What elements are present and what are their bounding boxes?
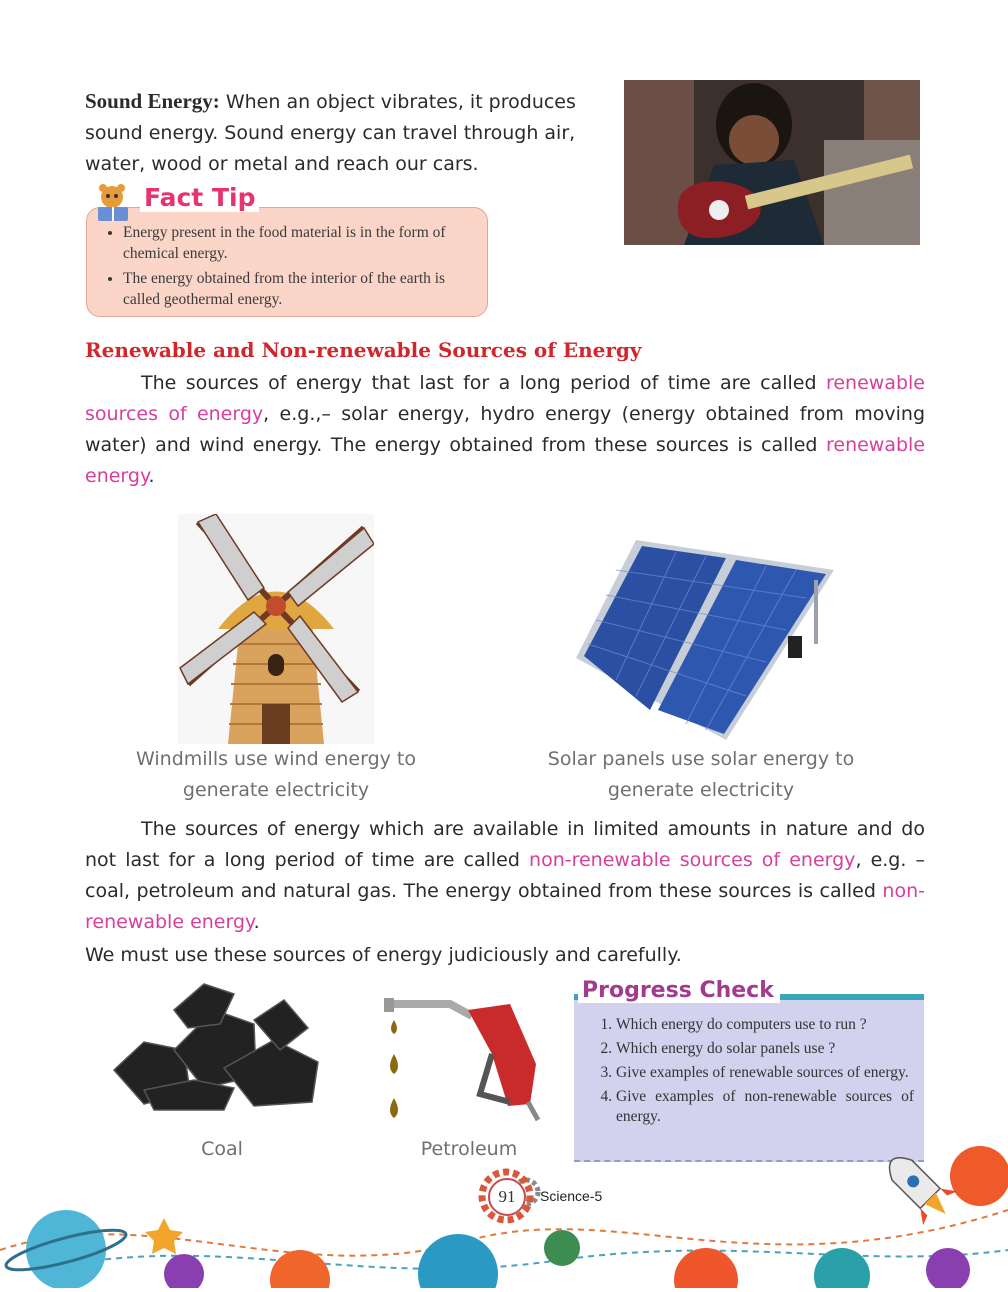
progress-question: 4. Give examples of non-renewable sources of energy. [616,1087,914,1127]
progress-check-box [574,995,924,1162]
fact-tip-item: • Energy present in the food material is in the form of chemical energy. [123,222,477,264]
sound-energy-heading: Sound Energy: [85,89,220,113]
progress-question: 3. Give examples of renewable sources of energy. [616,1063,914,1083]
fact-tip-title: Fact Tip [140,183,259,212]
term-nonrenewable-sources: non-renewable sources of energy [529,849,856,871]
petroleum-nozzle-image [380,994,544,1130]
windmill-caption: Windmills use wind energy to generate electricity [136,748,416,801]
solar-caption: Solar panels use solar energy to generate electricity [547,748,855,801]
petroleum-caption: Petroleum [420,1138,518,1160]
fact-tip-box [86,207,488,317]
mascot-icon [92,183,136,227]
term-nonrenewable-energy: non-renewable energy [85,880,925,933]
nonrenewable-paragraph: The sources of energy which are available in limited amounts in nature and do not last for a long period of time are called non-renewable sources of energy, e.g. – coal, petroleum and natural gas. The energy obtained from these sources is called non-renewable energy. [85,818,925,933]
judicious-use-text: We must use these sources of energy judiciously and carefully. [85,944,682,966]
book-title: Science-5 [540,1188,603,1204]
coal-caption: Coal [201,1138,243,1160]
progress-question: 1. Which energy do computers use to run ? [616,1015,914,1035]
term-renewable-sources: renewable sources of energy [85,372,925,425]
renewable-paragraph: The sources of energy that last for a long period of time are called renewable sources of energy, e.g.,– solar energy, hydro energy (energy obtained from moving water) and wind energy. The energy obtained from these sources is called renewable energy. [85,372,926,487]
section-heading: Renewable and Non-renewable Sources of Energy [85,338,642,362]
page-number: 91 [488,1178,526,1216]
sound-energy-paragraph: Sound Energy: When an object vibrates, it produces sound energy. Sound energy can travel through air, water, wood or metal and reach our cars. [85,89,576,175]
guitar-photo [624,80,920,245]
fact-tip-item: • The energy obtained from the interior of the earth is called geothermal energy. [123,268,477,310]
term-renewable-energy: renewable energy [85,434,926,487]
solar-panel-image [576,540,834,744]
windmill-image [178,514,374,748]
coal-image [104,980,328,1116]
progress-check-title: Progress Check [578,978,780,1003]
progress-question: 2. Which energy do solar panels use ? [616,1039,914,1059]
